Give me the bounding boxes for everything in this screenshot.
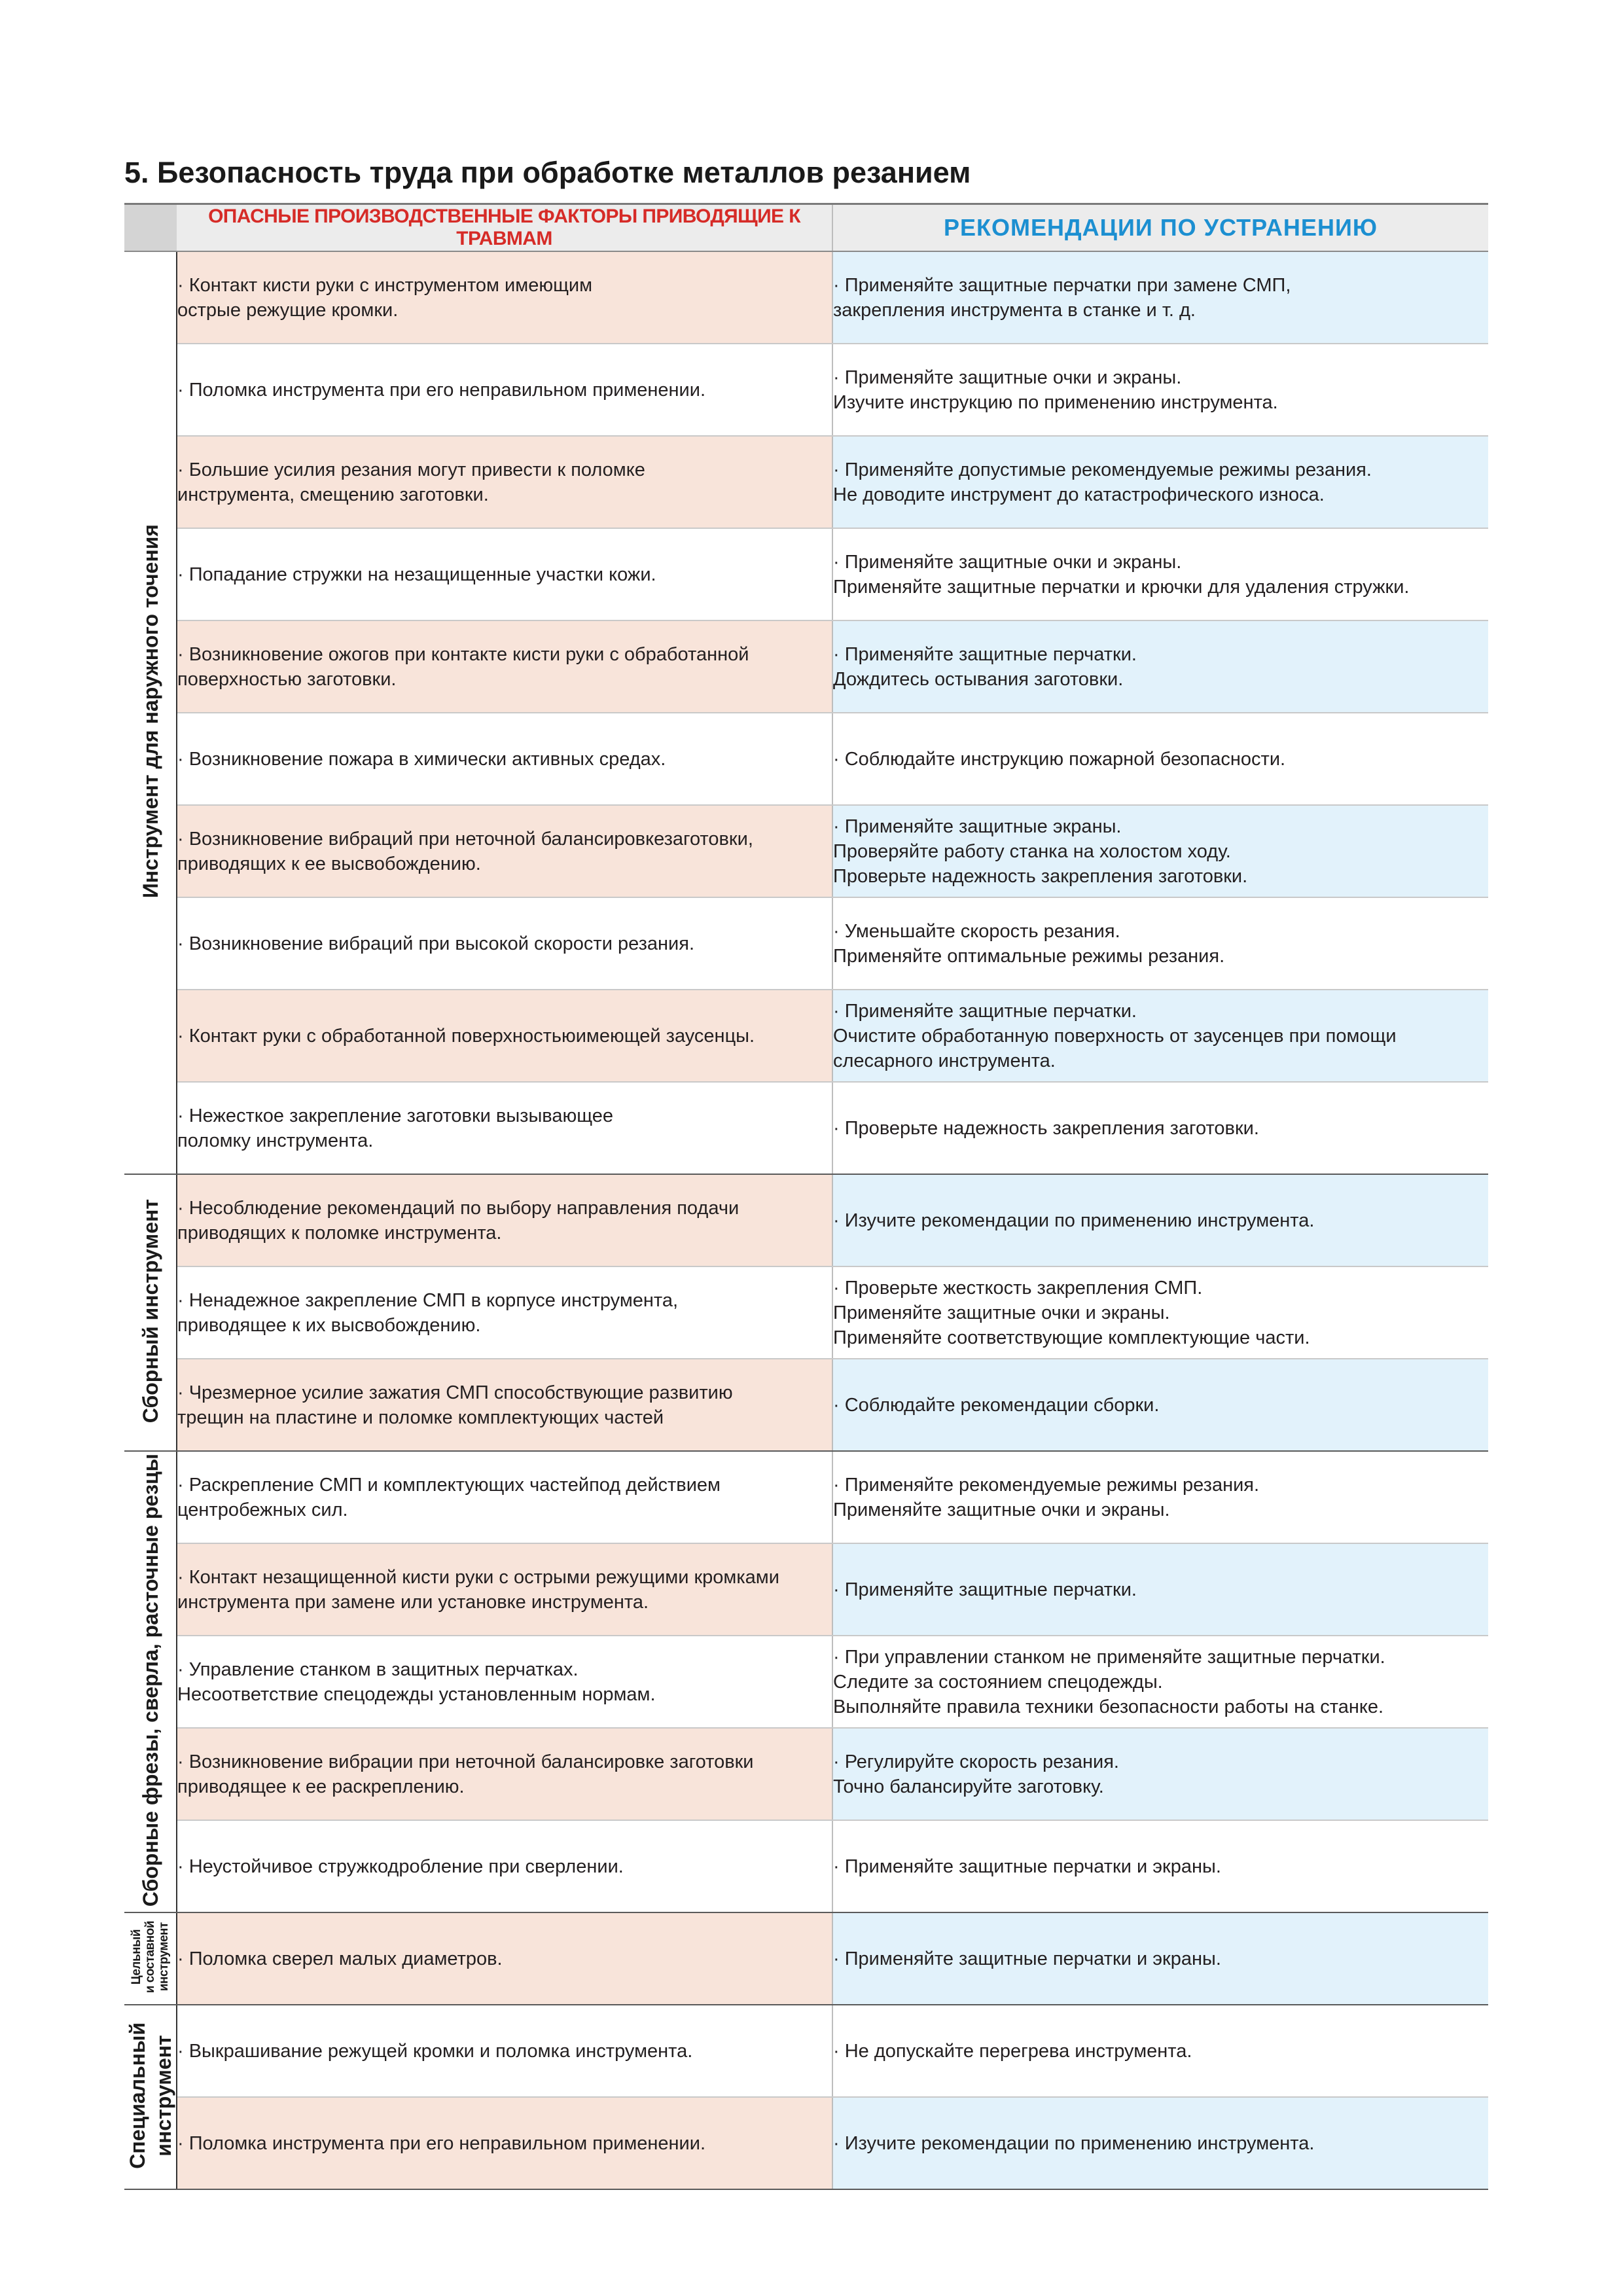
hazard-cell bbox=[177, 528, 832, 620]
recommendation-text: · Применяйте защитные перчатки. bbox=[833, 1579, 1137, 1600]
hazard-cell bbox=[177, 1174, 832, 1266]
section-label-cell bbox=[124, 1174, 177, 1451]
hazard-cell bbox=[177, 1820, 832, 1912]
hazard-text: · Большие усилия резания могут привести к поломке инструмента, смещению заготовки. bbox=[177, 459, 645, 505]
table-row bbox=[124, 251, 1488, 344]
section-label: Сборные фрезы, сверла, расточные резцы bbox=[138, 1453, 162, 1907]
table-body bbox=[124, 251, 1488, 2189]
header-recommendations: РЕКОМЕНДАЦИИ ПО УСТРАНЕНИЮ bbox=[832, 204, 1488, 252]
hazard-text: · Возникновение пожара в химически активных средах. bbox=[177, 748, 666, 770]
table-row bbox=[124, 1082, 1488, 1174]
hazard-text: · Контакт кисти руки с инструментом имеющим острые режущие кромки. bbox=[177, 274, 593, 321]
hazard-text: · Попадание стружки на незащищенные участки кожи. bbox=[177, 564, 656, 585]
table-row bbox=[124, 1820, 1488, 1912]
table-row bbox=[124, 2005, 1488, 2097]
recommendation-text: · Уменьшайте скорость резания. Применяйте оптимальные режимы резания. bbox=[833, 920, 1225, 967]
table-row bbox=[124, 2097, 1488, 2189]
recommendation-cell bbox=[832, 897, 1488, 990]
hazard-cell bbox=[177, 1912, 832, 2005]
table-row bbox=[124, 1174, 1488, 1266]
page-title: 5. Безопасность труда при обработке металлов резанием bbox=[124, 156, 971, 189]
hazard-text: · Поломка инструмента при его неправильном применении. bbox=[177, 379, 706, 401]
hazard-text: · Раскрепление СМП и комплектующих частейпод действием центробежных сил. bbox=[177, 1474, 721, 1520]
table-row bbox=[124, 1359, 1488, 1451]
header-corner-cell bbox=[124, 204, 177, 252]
table-row bbox=[124, 1266, 1488, 1359]
table-row bbox=[124, 990, 1488, 1082]
section-label: Сборный инструмент bbox=[138, 1198, 162, 1424]
hazard-cell bbox=[177, 1359, 832, 1451]
table-row bbox=[124, 620, 1488, 713]
section-label: Специальный инструмент bbox=[126, 2022, 175, 2169]
recommendation-text: · Применяйте защитные перчатки. Дождитесь остывания заготовки. bbox=[833, 643, 1137, 690]
recommendation-cell bbox=[832, 251, 1488, 344]
table-row bbox=[124, 1451, 1488, 1543]
hazard-cell bbox=[177, 1543, 832, 1636]
recommendation-text: · Соблюдайте инструкцию пожарной безопасности. bbox=[833, 748, 1286, 770]
hazard-text: · Возникновение вибраций при высокой скорости резания. bbox=[177, 933, 694, 954]
recommendation-text: · Применяйте защитные экраны. Проверяйте работу станка на холостом ходу. Проверьте надежность закрепления заготовки. bbox=[833, 816, 1248, 887]
hazard-text: · Неустойчивое стружкодробление при сверлении. bbox=[177, 1856, 624, 1877]
recommendation-cell bbox=[832, 713, 1488, 805]
hazard-cell bbox=[177, 713, 832, 805]
hazard-cell bbox=[177, 620, 832, 713]
recommendation-cell bbox=[832, 2097, 1488, 2189]
recommendation-text: · Не допускайте перегрева инструмента. bbox=[833, 2040, 1192, 2062]
section-label-cell bbox=[124, 1451, 177, 1912]
recommendation-text: · Применяйте защитные перчатки. Очистите обработанную поверхность от заусенцев при помощи слесарного инструмента. bbox=[833, 1000, 1397, 1071]
recommendation-text: · Применяйте защитные очки и экраны. Применяйте защитные перчатки и крючки для удаления стружки. bbox=[833, 551, 1410, 598]
recommendation-cell bbox=[832, 2005, 1488, 2097]
recommendation-text: · Изучите рекомендации по применению инструмента. bbox=[833, 1210, 1315, 1231]
recommendation-text: · Применяйте допустимые рекомендуемые режимы резания. Не доводите инструмент до катастрофического износа. bbox=[833, 459, 1372, 505]
table-row bbox=[124, 436, 1488, 528]
recommendation-cell bbox=[832, 1451, 1488, 1543]
recommendation-text: · Проверьте надежность закрепления заготовки. bbox=[833, 1117, 1259, 1139]
header-hazards: ОПАСНЫЕ ПРОИЗВОДСТВЕННЫЕ ФАКТОРЫ ПРИВОДЯЩИЕ К ТРАВМАМ bbox=[177, 204, 832, 252]
table-row bbox=[124, 1912, 1488, 2005]
hazard-cell bbox=[177, 436, 832, 528]
hazard-cell bbox=[177, 2097, 832, 2189]
hazard-cell bbox=[177, 897, 832, 990]
hazard-cell bbox=[177, 990, 832, 1082]
section-label-cell bbox=[124, 251, 177, 1174]
section-label-cell bbox=[124, 2005, 177, 2189]
hazard-cell bbox=[177, 1266, 832, 1359]
recommendation-cell bbox=[832, 1636, 1488, 1728]
recommendation-text: · Применяйте рекомендуемые режимы резания. Применяйте защитные очки и экраны. bbox=[833, 1474, 1260, 1520]
hazard-cell bbox=[177, 344, 832, 436]
hazard-text: · Возникновение ожогов при контакте кисти руки с обработанной поверхностью заготовки. bbox=[177, 643, 749, 690]
table-row bbox=[124, 713, 1488, 805]
recommendation-cell bbox=[832, 344, 1488, 436]
recommendation-text: · Изучите рекомендации по применению инструмента. bbox=[833, 2132, 1315, 2154]
hazard-cell bbox=[177, 1451, 832, 1543]
hazard-text: · Чрезмерное усилие зажатия СМП способствующие развитию трещин на пластине и поломке комплектующих частей bbox=[177, 1382, 733, 1428]
recommendation-text: · Применяйте защитные перчатки при замене СМП, закрепления инструмента в станке и т. д. bbox=[833, 274, 1291, 321]
recommendation-cell bbox=[832, 436, 1488, 528]
section-label-cell bbox=[124, 1912, 177, 2005]
hazard-text: · Нежесткое закрепление заготовки вызывающее поломку инструмента. bbox=[177, 1105, 614, 1151]
hazard-cell bbox=[177, 805, 832, 897]
recommendation-text: · Проверьте жесткость закрепления СМП. Применяйте защитные очки и экраны. Применяйте соответствующие комплектующие части. bbox=[833, 1277, 1310, 1348]
hazard-text: · Поломка сверел малых диаметров. bbox=[177, 1948, 503, 1969]
hazard-cell bbox=[177, 1636, 832, 1728]
safety-table bbox=[124, 203, 1488, 2190]
recommendation-cell bbox=[832, 1728, 1488, 1820]
table-row bbox=[124, 528, 1488, 620]
hazard-text: · Возникновение вибрации при неточной балансировке заготовки приводящее к ее раскреплению. bbox=[177, 1751, 754, 1797]
recommendation-cell bbox=[832, 1912, 1488, 2005]
section-label: Цельный и составной инструмент bbox=[130, 1920, 171, 1994]
hazard-text: · Контакт незащищенной кисти руки с острыми режущими кромками инструмента при замене или установке инструмента. bbox=[177, 1566, 779, 1613]
hazard-cell bbox=[177, 251, 832, 344]
table-row bbox=[124, 805, 1488, 897]
recommendation-text: · Регулируйте скорость резания. Точно балансируйте заготовку. bbox=[833, 1751, 1119, 1797]
section-label: Инструмент для наружного точения bbox=[138, 524, 162, 899]
recommendation-cell bbox=[832, 528, 1488, 620]
hazard-text: · Возникновение вибраций при неточной балансировкезаготовки, приводящих к ее высвобождению. bbox=[177, 828, 753, 874]
table-row bbox=[124, 897, 1488, 990]
recommendation-cell bbox=[832, 805, 1488, 897]
recommendation-cell bbox=[832, 1266, 1488, 1359]
table-row bbox=[124, 344, 1488, 436]
recommendation-cell bbox=[832, 620, 1488, 713]
table-row bbox=[124, 1728, 1488, 1820]
table-row bbox=[124, 1636, 1488, 1728]
table-header-row bbox=[124, 204, 1488, 252]
hazard-cell bbox=[177, 1082, 832, 1174]
recommendation-cell bbox=[832, 1174, 1488, 1266]
recommendation-cell bbox=[832, 1820, 1488, 1912]
recommendation-cell bbox=[832, 1359, 1488, 1451]
hazard-text: · Контакт руки с обработанной поверхностьюимеющей заусенцы. bbox=[177, 1025, 755, 1047]
recommendation-cell bbox=[832, 1543, 1488, 1636]
hazard-cell bbox=[177, 1728, 832, 1820]
hazard-cell bbox=[177, 2005, 832, 2097]
recommendation-cell bbox=[832, 1082, 1488, 1174]
hazard-text: · Ненадежное закрепление СМП в корпусе инструмента, приводящее к их высвобождению. bbox=[177, 1289, 679, 1336]
hazard-text: · Поломка инструмента при его неправильном применении. bbox=[177, 2132, 706, 2154]
hazard-text: · Выкрашивание режущей кромки и поломка инструмента. bbox=[177, 2040, 693, 2062]
recommendation-text: · При управлении станком не применяйте защитные перчатки. Следите за состоянием спецодежды. Выполняйте правила техники безопасности работы на станке. bbox=[833, 1646, 1385, 1717]
table-row bbox=[124, 1543, 1488, 1636]
recommendation-text: · Применяйте защитные очки и экраны. Изучите инструкцию по применению инструмента. bbox=[833, 367, 1278, 413]
recommendation-text: · Соблюдайте рекомендации сборки. bbox=[833, 1394, 1160, 1416]
hazard-text: · Управление станком в защитных перчатках. Несоответствие спецодежды установленным нормам. bbox=[177, 1659, 656, 1705]
recommendation-text: · Применяйте защитные перчатки и экраны. bbox=[833, 1948, 1221, 1969]
recommendation-cell bbox=[832, 990, 1488, 1082]
recommendation-text: · Применяйте защитные перчатки и экраны. bbox=[833, 1856, 1221, 1877]
hazard-text: · Несоблюдение рекомендаций по выбору направления подачи приводящих к поломке инструмента. bbox=[177, 1197, 740, 1244]
